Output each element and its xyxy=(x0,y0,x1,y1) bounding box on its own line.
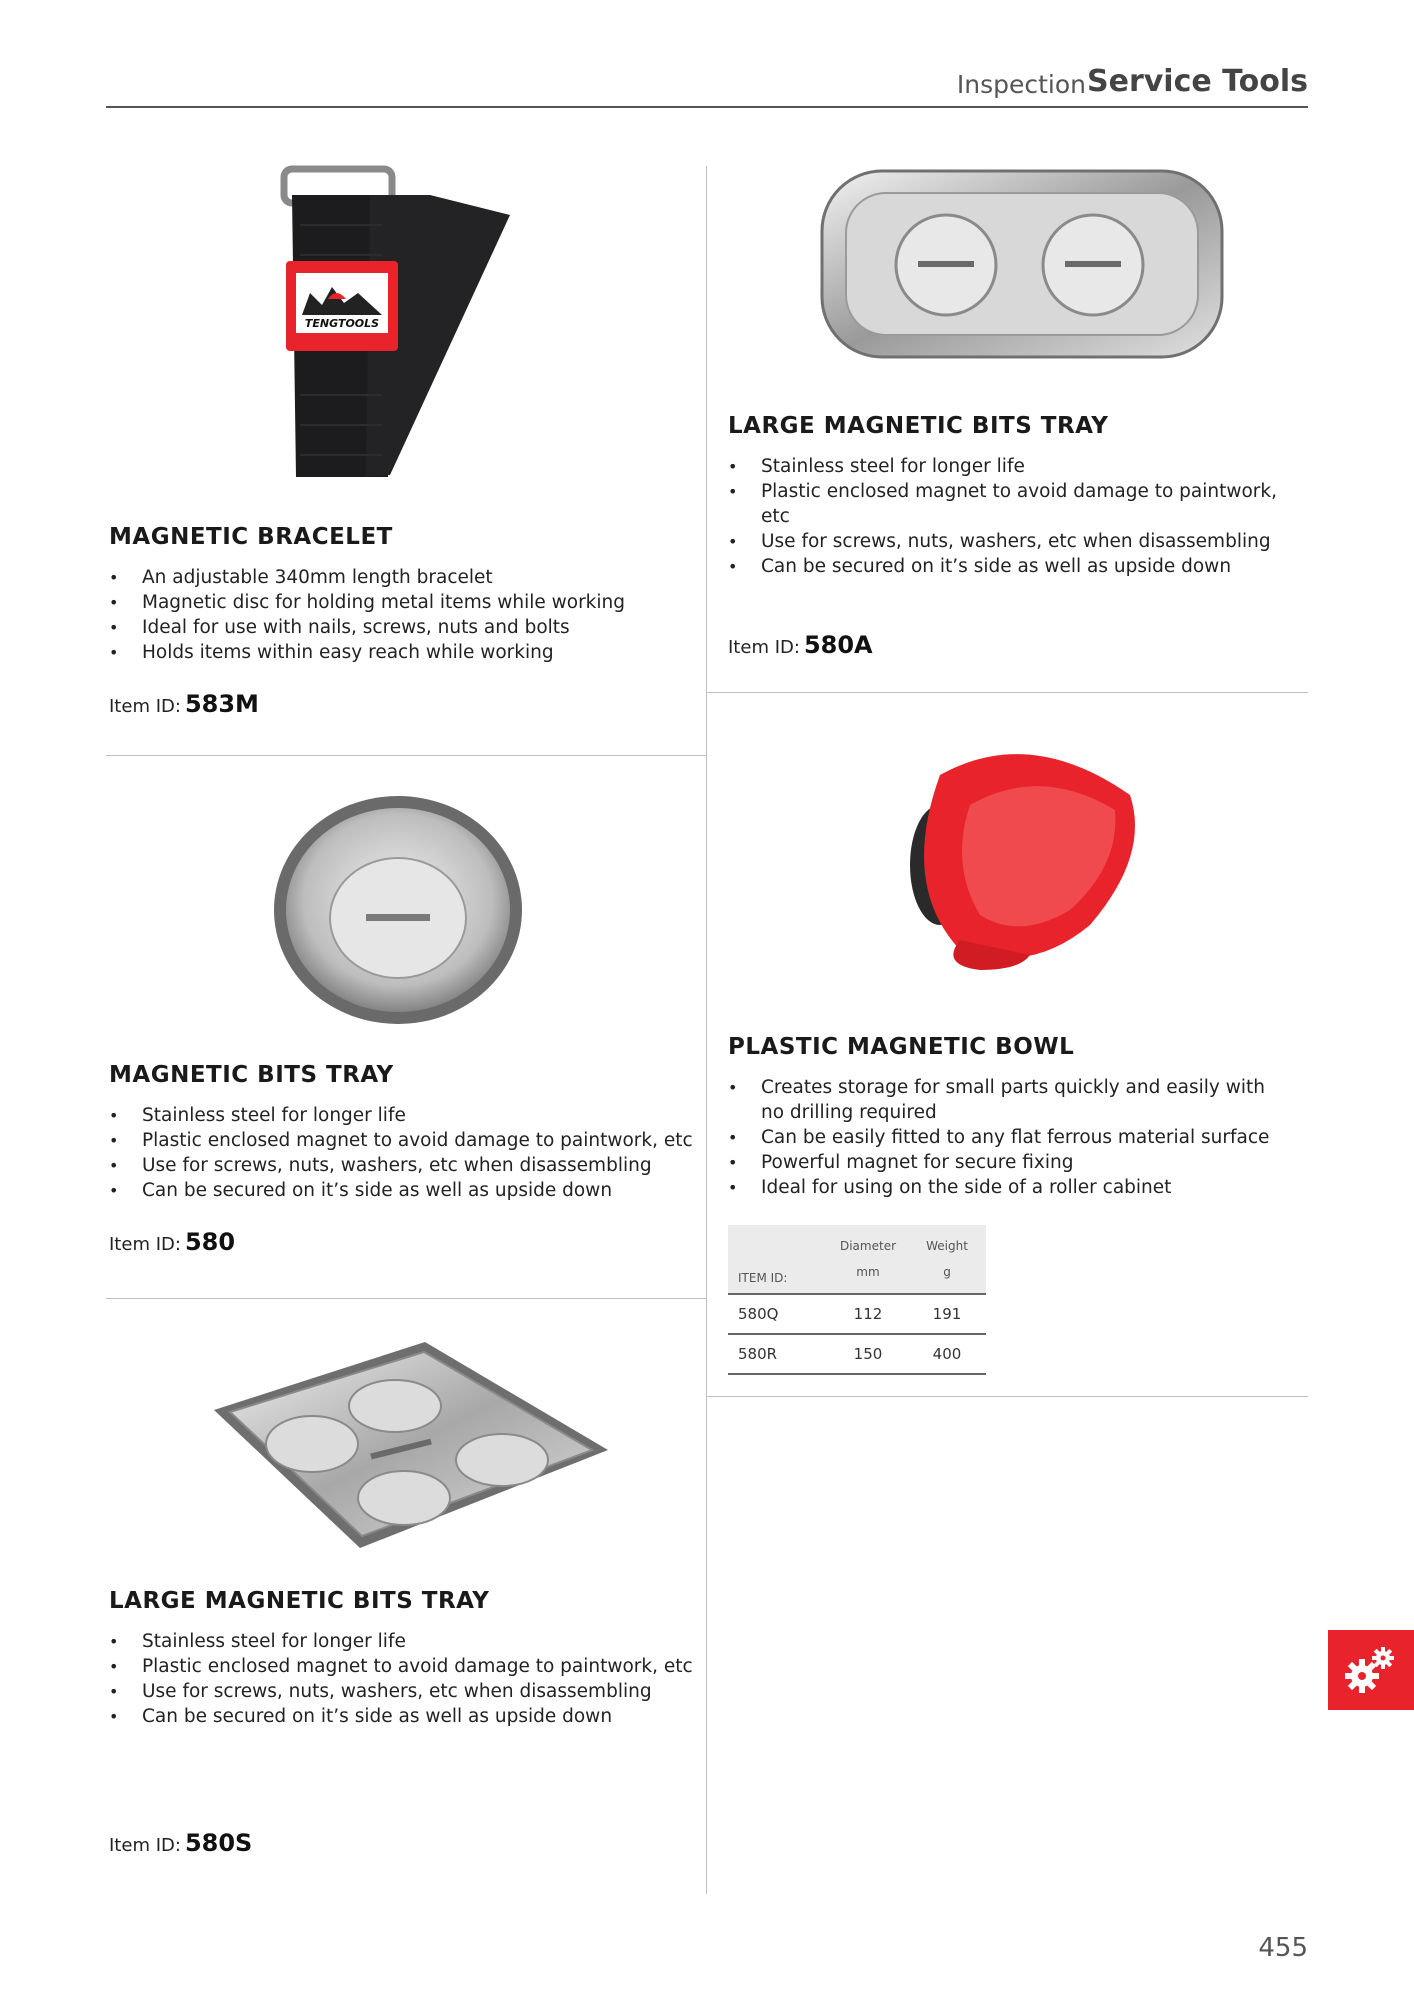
column-header-unit: g xyxy=(943,1265,951,1279)
feature-item: • Plastic enclosed magnet to avoid damage to paintwork, etc xyxy=(109,1128,699,1153)
feature-item: • Can be easily fitted to any flat ferrous material surface xyxy=(728,1125,1288,1150)
table-cell: 150 xyxy=(828,1334,908,1374)
item-id xyxy=(109,1228,235,1256)
table-cell: 191 xyxy=(908,1294,986,1334)
large-tray-image xyxy=(818,165,1228,365)
table-cell: 580Q xyxy=(728,1294,828,1334)
feature-item: • Stainless steel for longer life xyxy=(109,1629,699,1654)
column-divider xyxy=(706,166,707,1894)
product-title: LARGE MAGNETIC BITS TRAY xyxy=(109,1588,490,1614)
feature-item: • Can be secured on it’s side as well as upside down xyxy=(109,1178,699,1203)
column-header: ITEM ID: xyxy=(728,1225,828,1294)
feature-list xyxy=(109,1103,699,1203)
feature-item: • Stainless steel for longer life xyxy=(109,1103,699,1128)
column-header xyxy=(828,1225,908,1294)
feature-list xyxy=(109,1629,699,1729)
gears-icon xyxy=(1328,1630,1414,1710)
item-id-code: 580A xyxy=(803,631,873,659)
feature-item: • Use for screws, nuts, washers, etc when disassembling xyxy=(728,529,1308,554)
item-id-code: 583M xyxy=(184,690,259,718)
item-id-label: Item ID: xyxy=(109,1835,181,1856)
feature-item: • Ideal for using on the side of a roller cabinet xyxy=(728,1175,1288,1200)
feature-item: • Use for screws, nuts, washers, etc when disassembling xyxy=(109,1153,699,1178)
feature-item: • Ideal for use with nails, screws, nuts and bolts xyxy=(109,615,689,640)
page-header xyxy=(106,60,1308,108)
magnetic-bracelet-image xyxy=(270,165,520,485)
table-row xyxy=(728,1334,986,1374)
column-header-top: Weight xyxy=(926,1239,968,1253)
page-number: 455 xyxy=(1258,1933,1308,1963)
spec-table-header xyxy=(728,1225,986,1294)
feature-item: • Magnetic disc for holding metal items while working xyxy=(109,590,689,615)
product-title: LARGE MAGNETIC BITS TRAY xyxy=(728,413,1109,439)
table-cell: 580R xyxy=(728,1334,828,1374)
feature-list xyxy=(728,1075,1288,1200)
section-label: Inspection xyxy=(956,70,1086,99)
feature-item: • Creates storage for small parts quickly and easily with no drilling required xyxy=(728,1075,1288,1125)
product-title: PLASTIC MAGNETIC BOWL xyxy=(728,1034,1075,1060)
table-cell: 112 xyxy=(828,1294,908,1334)
item-id-label: Item ID: xyxy=(109,1234,181,1255)
feature-item: • Can be secured on it’s side as well as upside down xyxy=(109,1704,699,1729)
feature-item: • Powerful magnet for secure fixing xyxy=(728,1150,1288,1175)
item-id-code: 580S xyxy=(184,1829,253,1857)
item-id xyxy=(728,631,873,659)
item-id-label: Item ID: xyxy=(109,696,181,717)
feature-list xyxy=(109,565,689,665)
row-divider xyxy=(707,1396,1308,1397)
section-tab[interactable] xyxy=(1328,1630,1414,1710)
feature-item: • An adjustable 340mm length bracelet xyxy=(109,565,689,590)
table-cell: 400 xyxy=(908,1334,986,1374)
item-id xyxy=(109,690,259,718)
item-id-label: Item ID: xyxy=(728,637,800,658)
product-title: MAGNETIC BRACELET xyxy=(109,524,393,550)
row-divider xyxy=(106,1298,706,1299)
feature-item: • Plastic enclosed magnet to avoid damage to paintwork, etc xyxy=(109,1654,699,1679)
magnetic-bowl-image xyxy=(880,735,1150,975)
brand-logo-text: TENGTOOLS xyxy=(304,317,380,330)
item-id xyxy=(109,1829,252,1857)
page-title: Service Tools xyxy=(1086,64,1308,99)
spec-table xyxy=(728,1225,986,1375)
square-tray-image xyxy=(210,1340,610,1550)
column-header xyxy=(908,1225,986,1294)
feature-list xyxy=(728,454,1308,579)
feature-item: • Holds items within easy reach while working xyxy=(109,640,689,665)
feature-item: • Plastic enclosed magnet to avoid damage to paintwork, etc xyxy=(728,479,1308,529)
row-divider xyxy=(707,692,1308,693)
item-id-code: 580 xyxy=(184,1228,236,1256)
feature-item: • Can be secured on it’s side as well as upside down xyxy=(728,554,1308,579)
row-divider xyxy=(106,755,706,756)
column-header-unit: mm xyxy=(856,1265,880,1279)
table-row xyxy=(728,1294,986,1334)
round-tray-image xyxy=(268,790,528,1030)
column-header-top: Diameter xyxy=(839,1239,897,1253)
product-title: MAGNETIC BITS TRAY xyxy=(109,1062,394,1088)
feature-item: • Stainless steel for longer life xyxy=(728,454,1308,479)
feature-item: • Use for screws, nuts, washers, etc when disassembling xyxy=(109,1679,699,1704)
